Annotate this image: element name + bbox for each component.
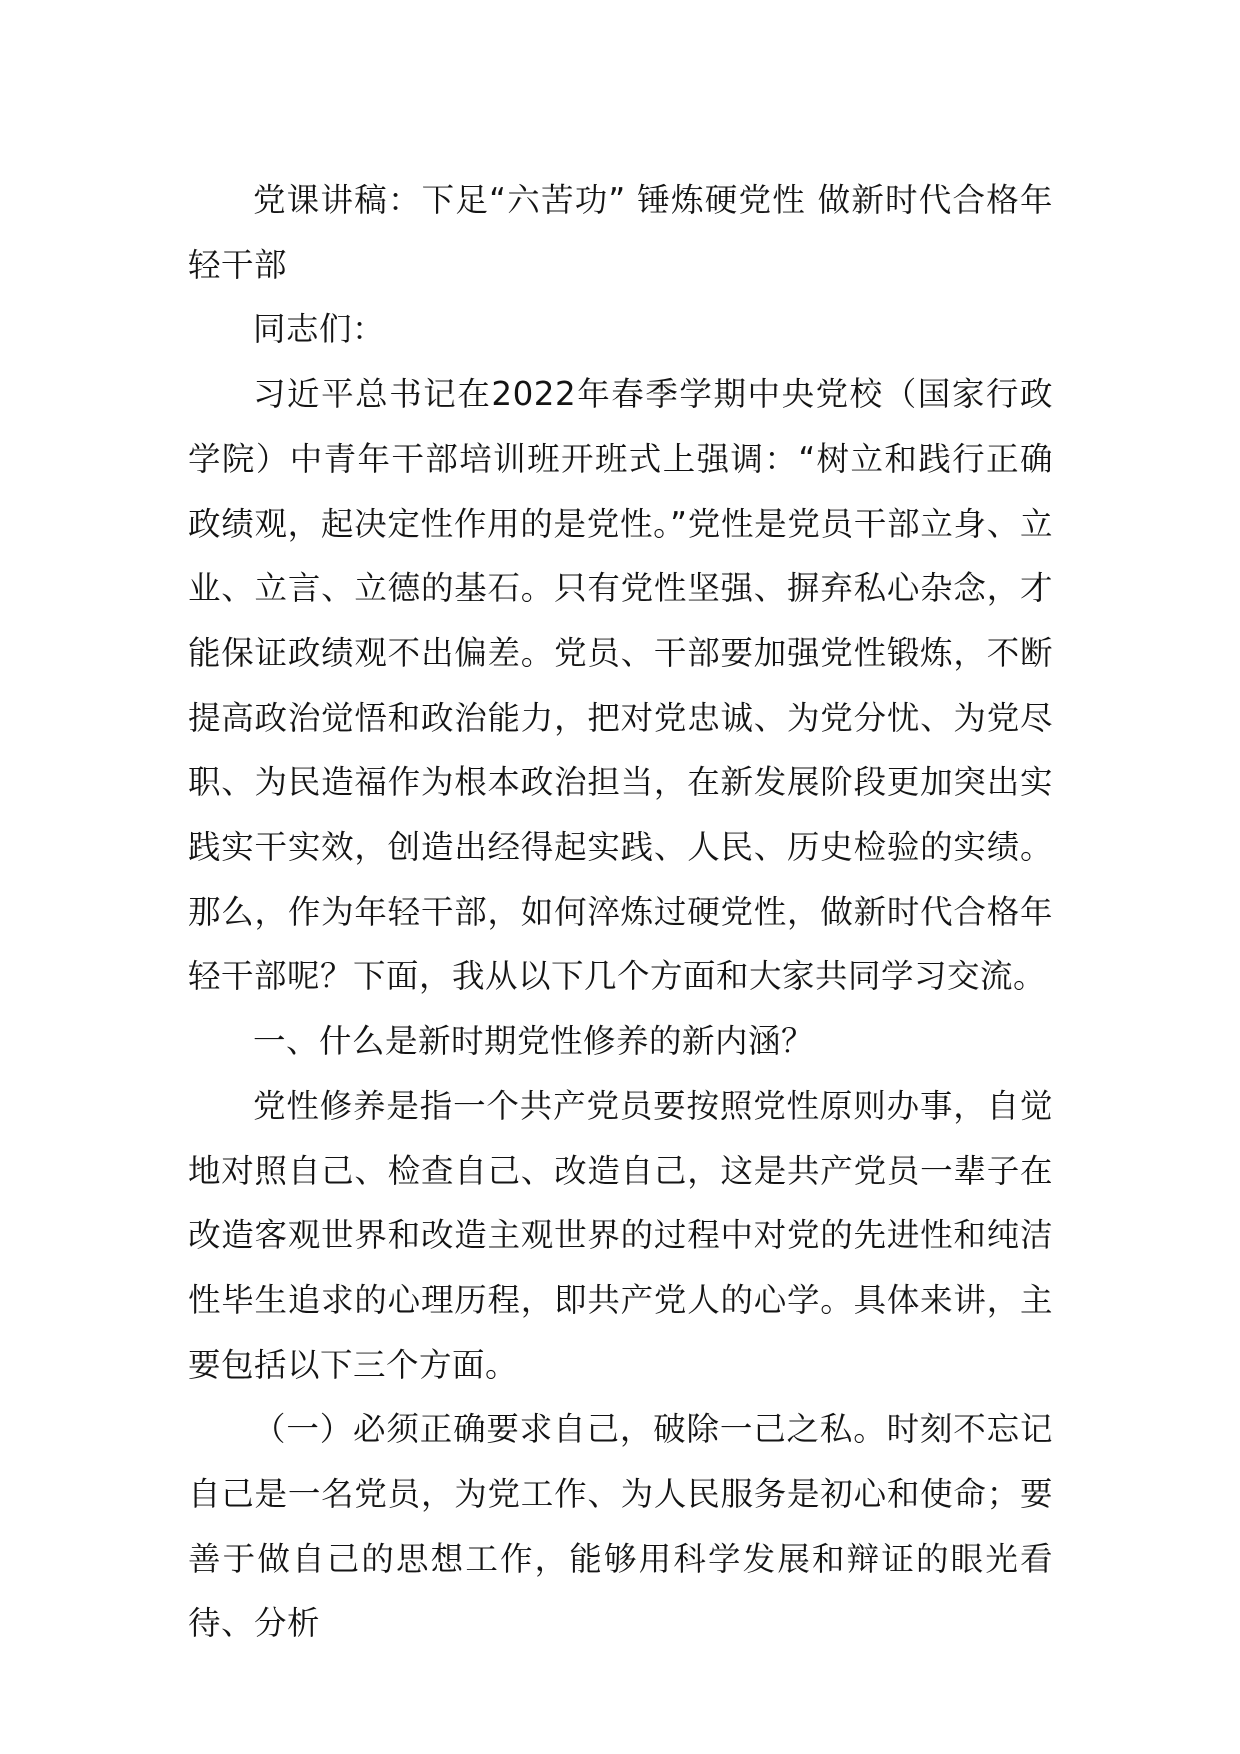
document-body <box>188 168 1053 1656</box>
salutation: 同志们： <box>253 310 386 349</box>
paragraph-intro: 习近平总书记在2022年春季学期中央党校（国家行政学院）中青年干部培训班开班式上强调：“树立和践行正确政绩观，起决定性作用的是党性。”党性是党员干部立身、立业、立言、立德的基石。只有党性坚强、摒弃私心杂念，才能保证政绩观不出偏差。党员、干部要加强党性锻炼，不断提高政治觉悟和政治能力，把对党忠诚、为党分忧、为党尽职、为民造福作为根本政治担当，在新发展阶段更加突出实践实干实效，创造出经得起实践、人民、历史检验的实绩。那么，作为年轻干部，如何淬炼过硬党性，做新时代合格年轻干部呢？下面，我从以下几个方面和大家共同学习交流。 <box>188 375 1053 996</box>
paragraph-section-1: 党性修养是指一个共产党员要按照党性原则办事，自觉地对照自己、检查自己、改造自己，这是共产党员一辈子在改造客观世界和改造主观世界的过程中对党的先进性和纯洁性毕生追求的心理历程，即共产党人的心学。具体来讲，主要包括以下三个方面。 <box>188 1086 1053 1384</box>
paragraph-subsection-1: （一）必须正确要求自己，破除一己之私。时刻不忘记自己是一名党员，为党工作、为人民服务是初心和使命；要善于做自己的思想工作，能够用科学发展和辩证的眼光看待、分析 <box>188 1410 1053 1643</box>
section-heading-1: 一、什么是新时期党性修养的新内涵？ <box>253 1022 815 1061</box>
document-title: 党课讲稿：下足“六苦功” 锤炼硬党性 做新时代合格年轻干部 <box>188 181 1053 284</box>
